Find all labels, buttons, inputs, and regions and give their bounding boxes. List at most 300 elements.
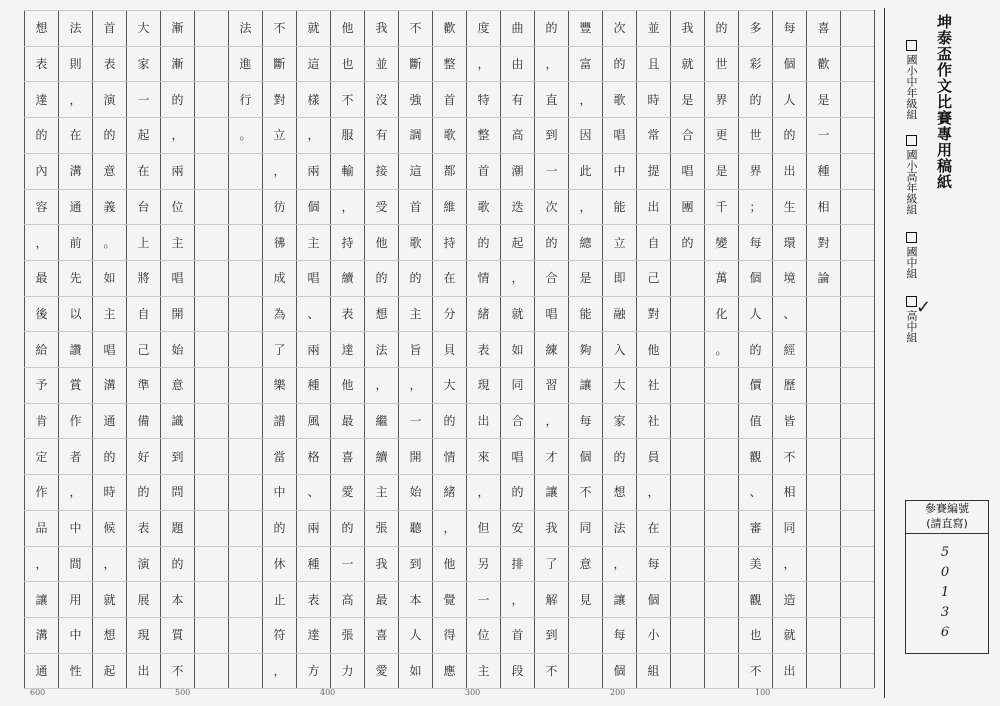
grid-cell: 人 bbox=[783, 92, 796, 107]
grid-cell: 中 bbox=[613, 164, 626, 179]
grid-cell: 段 bbox=[511, 663, 524, 678]
count-mark: 100 bbox=[755, 688, 771, 697]
text-column bbox=[602, 10, 637, 688]
grid-cell: 了 bbox=[273, 342, 286, 357]
grid-cell: 個 bbox=[783, 57, 796, 72]
grid-cell: 人 bbox=[749, 306, 762, 321]
option-elementary-high[interactable] bbox=[903, 135, 919, 215]
text-column bbox=[296, 10, 331, 688]
grid-cell: 不 bbox=[749, 663, 762, 678]
grid-cell: 並 bbox=[375, 57, 388, 72]
grid-cell: 為 bbox=[273, 306, 286, 321]
grid-cell: 法 bbox=[69, 21, 82, 36]
grid-cell: 自 bbox=[647, 235, 660, 250]
grid-cell: 的 bbox=[409, 271, 422, 286]
grid-cell: 見 bbox=[579, 592, 592, 607]
grid-cell: 我 bbox=[545, 521, 558, 536]
grid-cell: 給 bbox=[35, 342, 48, 357]
grid-cell: 種 bbox=[307, 378, 320, 393]
grid-cell: 、 bbox=[307, 485, 320, 500]
grid-cell: 就 bbox=[511, 306, 524, 321]
grid-cell: ， bbox=[273, 164, 286, 179]
entry-number-label bbox=[906, 501, 988, 534]
grid-cell: ， bbox=[477, 57, 490, 72]
grid-cell: ， bbox=[579, 92, 592, 107]
grid-cell: 世 bbox=[749, 128, 762, 143]
grid-cell: ， bbox=[171, 128, 184, 143]
text-column bbox=[704, 10, 739, 688]
text-column bbox=[466, 10, 501, 688]
grid-cell: 個 bbox=[307, 199, 320, 214]
grid-cell: 出 bbox=[783, 663, 796, 678]
grid-cell: 都 bbox=[443, 164, 456, 179]
grid-cell: 達 bbox=[307, 628, 320, 643]
grid-cell: 立 bbox=[613, 235, 626, 250]
option-label: 國小高年級組 bbox=[905, 149, 918, 215]
grid-cell: ， bbox=[511, 271, 524, 286]
grid-cell: 好 bbox=[137, 449, 150, 464]
grid-cell: 如 bbox=[103, 271, 116, 286]
grid-cell: 用 bbox=[69, 592, 82, 607]
text-column bbox=[364, 10, 399, 688]
grid-cell: 最 bbox=[35, 271, 48, 286]
grid-cell: 觀 bbox=[749, 449, 762, 464]
grid-cell: 觀 bbox=[749, 592, 762, 607]
grid-cell: 張 bbox=[375, 521, 388, 536]
checkbox-icon[interactable] bbox=[906, 232, 917, 243]
grid-cell: 有 bbox=[375, 128, 388, 143]
grid-cell: 表 bbox=[341, 306, 354, 321]
grid-cell: 讓 bbox=[579, 378, 592, 393]
grid-cell: 方 bbox=[307, 663, 320, 678]
grid-cell: 予 bbox=[35, 378, 48, 393]
grid-cell: 本 bbox=[409, 592, 422, 607]
text-column bbox=[398, 10, 433, 688]
grid-cell: 境 bbox=[783, 271, 796, 286]
grid-cell: 千 bbox=[715, 199, 728, 214]
grid-cell: 喜 bbox=[341, 449, 354, 464]
grid-cell: 不 bbox=[579, 485, 592, 500]
grid-cell: 的 bbox=[341, 521, 354, 536]
grid-cell: 的 bbox=[545, 235, 558, 250]
grid-cell: 合 bbox=[681, 128, 694, 143]
grid-cell: 定 bbox=[35, 449, 48, 464]
option-elementary-mid[interactable] bbox=[903, 40, 919, 120]
grid-cell: 對 bbox=[647, 306, 660, 321]
grid-cell: 我 bbox=[681, 21, 694, 36]
grid-cell: 以 bbox=[69, 306, 82, 321]
text-column bbox=[92, 10, 127, 688]
grid-cell: 愛 bbox=[341, 485, 354, 500]
grid-cell: 了 bbox=[545, 556, 558, 571]
grid-cell: 提 bbox=[647, 164, 660, 179]
grid-cell: 更 bbox=[715, 128, 728, 143]
grid-cell: ， bbox=[477, 485, 490, 500]
grid-cell: 個 bbox=[647, 592, 660, 607]
grid-cell: 的 bbox=[749, 342, 762, 357]
grid-cell: 表 bbox=[103, 57, 116, 72]
grid-cell: 的 bbox=[613, 449, 626, 464]
grid-cell: 來 bbox=[477, 449, 490, 464]
grid-cell: 的 bbox=[103, 449, 116, 464]
grid-cell: 調 bbox=[409, 128, 422, 143]
grid-cell: 的 bbox=[443, 414, 456, 429]
grid-cell: 同 bbox=[579, 521, 592, 536]
grid-cell: 法 bbox=[239, 21, 252, 36]
grid-cell: 彩 bbox=[749, 57, 762, 72]
grid-cell: 。 bbox=[239, 128, 252, 143]
grid-cell: 情 bbox=[443, 449, 456, 464]
grid-cell: 漸 bbox=[171, 57, 184, 72]
grid-cell: 維 bbox=[443, 199, 456, 214]
grid-cell: 肯 bbox=[35, 414, 48, 429]
grid-cell: 出 bbox=[137, 663, 150, 678]
grid-cell: 不 bbox=[783, 449, 796, 464]
grid-cell: 常 bbox=[647, 128, 660, 143]
grid-cell: 次 bbox=[613, 21, 626, 36]
grid-cell: 度 bbox=[477, 21, 490, 36]
grid-cell: 的 bbox=[681, 235, 694, 250]
grid-cell: 這 bbox=[409, 164, 422, 179]
grid-cell: 不 bbox=[545, 663, 558, 678]
grid-cell: 首 bbox=[477, 164, 490, 179]
grid-cell: ， bbox=[307, 128, 320, 143]
grid-cell: 我 bbox=[375, 21, 388, 36]
grid-cell: 環 bbox=[783, 235, 796, 250]
grid-cell: 唱 bbox=[613, 128, 626, 143]
grid-cell: 唱 bbox=[103, 342, 116, 357]
grid-cell: 不 bbox=[341, 92, 354, 107]
grid-cell: 演 bbox=[137, 556, 150, 571]
grid-cell: 識 bbox=[171, 414, 184, 429]
grid-cell: 即 bbox=[613, 271, 626, 286]
grid-cell: 不 bbox=[171, 663, 184, 678]
grid-cell: 到 bbox=[545, 628, 558, 643]
grid-cell: 彷 bbox=[273, 199, 286, 214]
grid-cell: 受 bbox=[375, 199, 388, 214]
checkbox-icon[interactable] bbox=[906, 40, 917, 51]
grid-cell: 首 bbox=[511, 628, 524, 643]
entry-number-box bbox=[905, 500, 989, 654]
grid-cell: 法 bbox=[613, 521, 626, 536]
grid-cell: 是 bbox=[681, 92, 694, 107]
grid-cell: 出 bbox=[477, 414, 490, 429]
grid-cell: 一 bbox=[409, 414, 422, 429]
grid-cell: 己 bbox=[647, 271, 660, 286]
grid-cell: 應 bbox=[443, 663, 456, 678]
grid-cell: 另 bbox=[477, 556, 490, 571]
checkbox-icon[interactable] bbox=[906, 135, 917, 146]
grid-cell: 問 bbox=[171, 485, 184, 500]
grid-cell: 表 bbox=[307, 592, 320, 607]
grid-cell: 唱 bbox=[681, 164, 694, 179]
grid-cell: 有 bbox=[511, 92, 524, 107]
grid-cell: 個 bbox=[749, 271, 762, 286]
grid-cell: 意 bbox=[171, 378, 184, 393]
text-column bbox=[262, 10, 297, 688]
grid-cell: 兩 bbox=[307, 342, 320, 357]
grid-cell: 並 bbox=[647, 21, 660, 36]
grid-cell: 潮 bbox=[511, 164, 524, 179]
text-column bbox=[806, 10, 841, 688]
grid-cell: 、 bbox=[307, 306, 320, 321]
grid-cell: 大 bbox=[613, 378, 626, 393]
grid-cell: 皆 bbox=[783, 414, 796, 429]
grid-cell: 相 bbox=[817, 199, 830, 214]
grid-cell: 主 bbox=[103, 306, 116, 321]
text-column bbox=[432, 10, 467, 688]
grid-cell: 合 bbox=[511, 414, 524, 429]
grid-cell: 題 bbox=[171, 521, 184, 536]
grid-cell: ， bbox=[783, 556, 796, 571]
grid-cell: 輸 bbox=[341, 164, 354, 179]
grid-cell: 同 bbox=[783, 521, 796, 536]
option-label: 高中組 bbox=[905, 310, 918, 343]
grid-cell: 通 bbox=[69, 199, 82, 214]
checkmark-icon: ✓ bbox=[916, 297, 932, 318]
grid-cell: 整 bbox=[477, 128, 490, 143]
grid-cell: 多 bbox=[749, 21, 762, 36]
grid-cell: 符 bbox=[273, 628, 286, 643]
grid-cell: 他 bbox=[375, 235, 388, 250]
text-column bbox=[194, 10, 229, 688]
count-mark: 300 bbox=[465, 688, 481, 697]
grid-cell: 能 bbox=[613, 199, 626, 214]
grid-cell: 己 bbox=[137, 342, 150, 357]
grid-cell: 整 bbox=[443, 57, 456, 72]
grid-cell: 安 bbox=[511, 521, 524, 536]
grid-cell: 團 bbox=[681, 199, 694, 214]
grid-cell: 人 bbox=[409, 628, 422, 643]
grid-cell: 起 bbox=[511, 235, 524, 250]
grid-cell: 兩 bbox=[307, 521, 320, 536]
text-column bbox=[738, 10, 773, 688]
count-mark: 500 bbox=[175, 688, 191, 697]
grid-cell: 高 bbox=[341, 592, 354, 607]
option-junior-high[interactable] bbox=[903, 232, 919, 279]
grid-cell: 讓 bbox=[613, 592, 626, 607]
grid-cell: 聽 bbox=[409, 521, 422, 536]
grid-cell: 主 bbox=[307, 235, 320, 250]
grid-cell: 變 bbox=[715, 235, 728, 250]
grid-cell: 中 bbox=[69, 628, 82, 643]
grid-cell: ， bbox=[35, 556, 48, 571]
grid-cell: 將 bbox=[137, 271, 150, 286]
grid-cell: 此 bbox=[579, 164, 592, 179]
grid-cell: 的 bbox=[375, 271, 388, 286]
grid-cell: 豐 bbox=[579, 21, 592, 36]
text-column bbox=[228, 10, 263, 688]
grid-cell: 出 bbox=[647, 199, 660, 214]
text-column bbox=[568, 10, 603, 688]
grid-cell: ， bbox=[341, 199, 354, 214]
grid-cell: 中 bbox=[273, 485, 286, 500]
grid-cell: 、 bbox=[749, 485, 762, 500]
grid-cell: ， bbox=[443, 521, 456, 536]
grid-cell: 始 bbox=[409, 485, 422, 500]
grid-cell: 在 bbox=[647, 521, 660, 536]
grid-cell: 意 bbox=[103, 164, 116, 179]
grid-cell: 的 bbox=[171, 92, 184, 107]
grid-cell: 立 bbox=[273, 128, 286, 143]
grid-cell: 者 bbox=[69, 449, 82, 464]
grid-cell: 練 bbox=[545, 342, 558, 357]
grid-cell: 他 bbox=[443, 556, 456, 571]
grid-cell: 時 bbox=[647, 92, 660, 107]
grid-cell: 彿 bbox=[273, 235, 286, 250]
grid-cell: 繼 bbox=[375, 414, 388, 429]
count-mark: 600 bbox=[30, 688, 46, 697]
grid-cell: 休 bbox=[273, 556, 286, 571]
grid-cell: 社 bbox=[647, 414, 660, 429]
grid-cell: 強 bbox=[409, 92, 422, 107]
grid-cell: 在 bbox=[137, 164, 150, 179]
grid-cell: 最 bbox=[375, 592, 388, 607]
grid-cell: 歌 bbox=[613, 92, 626, 107]
manuscript-grid bbox=[24, 10, 874, 688]
grid-cell: 歡 bbox=[817, 57, 830, 72]
grid-cell: 準 bbox=[137, 378, 150, 393]
grid-cell: 止 bbox=[273, 592, 286, 607]
grid-cell: 不 bbox=[409, 21, 422, 36]
option-label: 國小中年級組 bbox=[905, 54, 918, 120]
grid-cell: 首 bbox=[409, 199, 422, 214]
grid-cell: 他 bbox=[341, 378, 354, 393]
grid-cell: 但 bbox=[477, 521, 490, 536]
grid-cell: 是 bbox=[817, 92, 830, 107]
grid-cell: 家 bbox=[613, 414, 626, 429]
grid-cell: 首 bbox=[103, 21, 116, 36]
entry-number-value[interactable]: 5 0 1 3 6 bbox=[940, 545, 950, 640]
grid-cell: 通 bbox=[35, 663, 48, 678]
grid-cell: 表 bbox=[137, 521, 150, 536]
grid-cell: 候 bbox=[103, 521, 116, 536]
grid-cell: 種 bbox=[817, 164, 830, 179]
grid-cell: ， bbox=[103, 556, 116, 571]
grid-cell: 家 bbox=[137, 57, 150, 72]
grid-cell: 因 bbox=[579, 128, 592, 143]
grid-cell: 展 bbox=[137, 592, 150, 607]
grid-cell: 如 bbox=[409, 663, 422, 678]
grid-cell: 現 bbox=[477, 378, 490, 393]
grid-cell: 的 bbox=[783, 128, 796, 143]
grid-cell: 主 bbox=[375, 485, 388, 500]
grid-cell: 唱 bbox=[545, 306, 558, 321]
grid-cell: 迭 bbox=[511, 199, 524, 214]
grid-cell: 次 bbox=[545, 199, 558, 214]
grid-cell: 力 bbox=[341, 663, 354, 678]
grid-cell: 開 bbox=[409, 449, 422, 464]
grid-cell: 個 bbox=[613, 663, 626, 678]
grid-cell: 後 bbox=[35, 306, 48, 321]
grid-cell: 組 bbox=[647, 663, 660, 678]
grid-cell: 表 bbox=[35, 57, 48, 72]
grid-cell: 到 bbox=[171, 449, 184, 464]
text-column bbox=[500, 10, 535, 688]
grid-cell: 每 bbox=[579, 414, 592, 429]
grid-cell: 我 bbox=[375, 556, 388, 571]
grid-cell: 。 bbox=[103, 235, 116, 250]
grid-cell: 的 bbox=[477, 235, 490, 250]
grid-cell: 的 bbox=[35, 128, 48, 143]
grid-cell: 對 bbox=[817, 235, 830, 250]
grid-cell: 是 bbox=[715, 164, 728, 179]
grid-cell: 且 bbox=[647, 57, 660, 72]
grid-cell: 位 bbox=[477, 628, 490, 643]
count-mark: 200 bbox=[610, 688, 626, 697]
grid-cell: 沒 bbox=[375, 92, 388, 107]
grid-cell: 想 bbox=[103, 628, 116, 643]
grid-cell: 每 bbox=[783, 21, 796, 36]
grid-cell: 貝 bbox=[443, 342, 456, 357]
grid-cell: 質 bbox=[171, 628, 184, 643]
grid-cell: 造 bbox=[783, 592, 796, 607]
grid-cell: 解 bbox=[545, 592, 558, 607]
grid-cell: 時 bbox=[103, 485, 116, 500]
grid-cell: ， bbox=[35, 235, 48, 250]
grid-cell: 想 bbox=[375, 306, 388, 321]
contest-title: 坤泰盃作文比賽專用稿紙 bbox=[935, 14, 953, 190]
grid-cell: ， bbox=[647, 485, 660, 500]
grid-cell: 歌 bbox=[477, 199, 490, 214]
grid-cell: 一 bbox=[477, 592, 490, 607]
grid-cell: 位 bbox=[171, 199, 184, 214]
grid-cell: 喜 bbox=[375, 628, 388, 643]
text-column bbox=[670, 10, 705, 688]
grid-cell: 內 bbox=[35, 164, 48, 179]
text-column bbox=[58, 10, 93, 688]
checkbox-icon[interactable] bbox=[906, 296, 917, 307]
grid-cell: 值 bbox=[749, 414, 762, 429]
count-mark: 400 bbox=[320, 688, 336, 697]
grid-cell: 間 bbox=[69, 556, 82, 571]
grid-cell: 審 bbox=[749, 521, 762, 536]
grid-cell: 融 bbox=[613, 306, 626, 321]
grid-cell: 對 bbox=[273, 92, 286, 107]
grid-cell: 當 bbox=[273, 449, 286, 464]
grid-cell: 就 bbox=[681, 57, 694, 72]
grid-cell: 法 bbox=[375, 342, 388, 357]
grid-cell: ， bbox=[579, 199, 592, 214]
grid-cell: ， bbox=[69, 485, 82, 500]
grid-cell: 兩 bbox=[171, 164, 184, 179]
grid-cell: 進 bbox=[239, 57, 252, 72]
grid-cell: 格 bbox=[307, 449, 320, 464]
grid-cell: 唱 bbox=[307, 271, 320, 286]
grid-cell: 歌 bbox=[443, 128, 456, 143]
grid-cell: 行 bbox=[239, 92, 252, 107]
grid-cell: 的 bbox=[171, 556, 184, 571]
grid-cell: 續 bbox=[341, 271, 354, 286]
grid-cell: 表 bbox=[477, 342, 490, 357]
grid-cell: 美 bbox=[749, 556, 762, 571]
grid-cell: 生 bbox=[783, 199, 796, 214]
grid-cell: 就 bbox=[783, 628, 796, 643]
grid-cell: 本 bbox=[171, 592, 184, 607]
grid-cell: 備 bbox=[137, 414, 150, 429]
grid-cell: 萬 bbox=[715, 271, 728, 286]
grid-cell: 主 bbox=[477, 663, 490, 678]
grid-cell: 持 bbox=[341, 235, 354, 250]
grid-cell: 的 bbox=[715, 21, 728, 36]
grid-cell: 前 bbox=[69, 235, 82, 250]
grid-cell: 台 bbox=[137, 199, 150, 214]
grid-cell: 賞 bbox=[69, 378, 82, 393]
grid-cell: 溝 bbox=[103, 378, 116, 393]
grid-cell: 接 bbox=[375, 164, 388, 179]
grid-cell: 每 bbox=[613, 628, 626, 643]
grid-cell: ， bbox=[545, 57, 558, 72]
